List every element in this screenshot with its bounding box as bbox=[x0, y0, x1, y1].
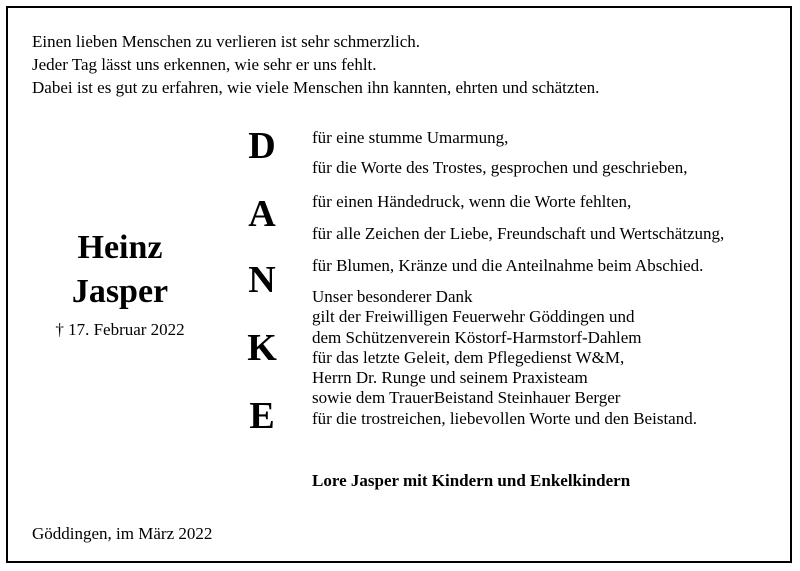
special-thanks bbox=[312, 287, 697, 429]
special-thanks-line: für die trostreichen, liebevollen Worte und den Beistand. bbox=[312, 408, 697, 428]
special-thanks-line: Herrn Dr. Runge und seinem Praxisteam bbox=[312, 368, 588, 388]
special-thanks-line: für das letzte Geleit, dem Pflegedienst W&M, bbox=[312, 347, 625, 367]
special-thanks-line: gilt der Freiwilligen Feuerwehr Göddingen und bbox=[312, 307, 635, 327]
thanks-line: für eine stumme Umarmung, bbox=[312, 128, 509, 147]
danke-letter: E bbox=[249, 395, 275, 437]
intro-line: Jeder Tag lässt uns erkennen, wie sehr er uns fehlt. bbox=[32, 55, 377, 74]
deceased-first-name: Heinz bbox=[77, 229, 163, 266]
special-thanks-line: Unser besonderer Dank bbox=[312, 287, 473, 306]
intro-line: Einen lieben Menschen zu verlieren ist sehr schmerzlich. bbox=[32, 32, 421, 51]
special-thanks-line: sowie dem TrauerBeistand Steinhauer Berger bbox=[312, 388, 621, 408]
special-thanks-line: dem Schützenverein Köstorf-Harmstorf-Dahlem bbox=[312, 327, 642, 347]
thanks-line: für alle Zeichen der Liebe, Freundschaft und Wertschätzung, bbox=[312, 224, 725, 243]
danke-letter: D bbox=[248, 125, 276, 167]
death-date: † 17. Februar 2022 bbox=[55, 320, 185, 339]
place-date: Göddingen, im März 2022 bbox=[32, 524, 213, 543]
thanks-line: für Blumen, Kränze und die Anteilnahme beim Abschied. bbox=[312, 256, 704, 275]
deceased-last-name: Jasper bbox=[71, 273, 169, 310]
obituary-notice bbox=[6, 6, 792, 563]
danke-letter: N bbox=[248, 259, 276, 301]
thanks-line: für einen Händedruck, wenn die Worte fehlten, bbox=[312, 192, 632, 211]
danke-letter: K bbox=[247, 327, 277, 369]
family-signature: Lore Jasper mit Kindern und Enkelkindern bbox=[312, 471, 631, 490]
danke-letter: A bbox=[248, 193, 276, 235]
intro-text bbox=[32, 30, 599, 99]
thanks-line: für die Worte des Trostes, gesprochen und geschrieben, bbox=[312, 158, 688, 177]
intro-line: Dabei ist es gut zu erfahren, wie viele Menschen ihn kannten, ehrten und schätzten. bbox=[32, 78, 600, 97]
